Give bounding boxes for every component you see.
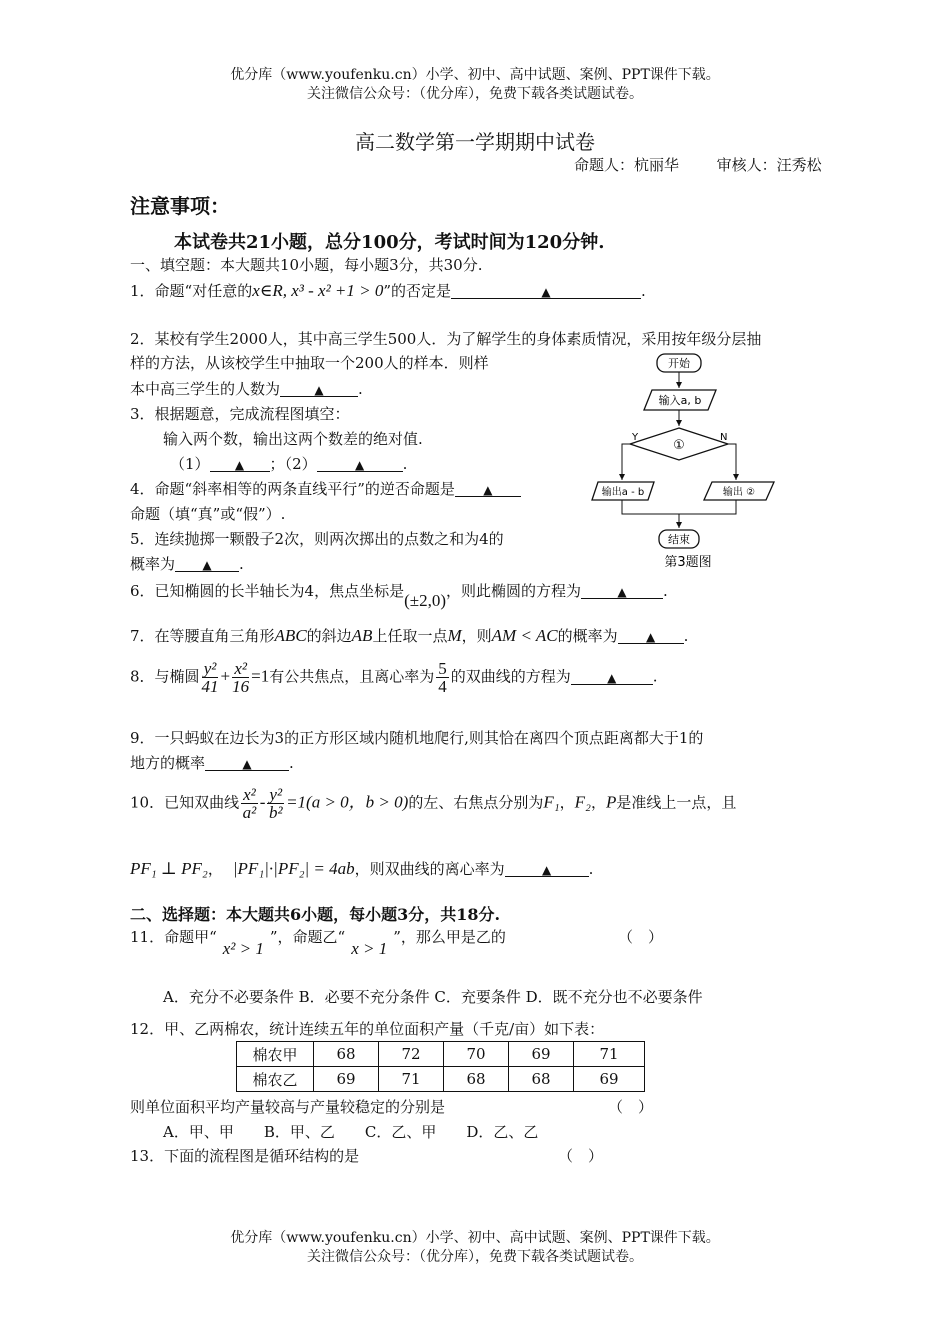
table-cell: 69 (574, 1067, 645, 1092)
table-cell: 棉农甲 (237, 1042, 314, 1067)
authors (574, 154, 822, 175)
flowchart-yes-label: Y (632, 432, 639, 443)
q8-answer-blank[interactable]: ▲ (571, 668, 653, 685)
q6-focus-coordinates: (±2,0) (404, 591, 446, 610)
q13-answer-paren[interactable]: （ ） (558, 1147, 604, 1165)
question-8: 8．与椭圆 $\frac{\text{y²}}{41}$ + $\frac{\text{x²}}{16}$ =1有公共焦点，且离心率为 $\frac{5}{4}$ 的双曲线的方程为 ▲ . (130, 659, 658, 696)
question-7: 7．在等腰直角三角形ABC的斜边AB上任取一点M，则AM < AC的概率为 ▲ . (130, 626, 689, 645)
question-6: 6．已知椭圆的长半轴长为4，焦点坐标是(±2,0)，则此椭圆的方程为 ▲ . (130, 582, 668, 610)
header-line-1: 优分库（www.youfenku.cn）小学、初中、高中试题、案例、PPT课件下载。 (230, 67, 720, 83)
question-10-line-1: 10．已知双曲线 $\frac{\text{x²}}{\text{a²}}$ - $\frac{\text{y²}}{\text{b²}}$ =1(a > 0，b > 0)的左、右焦点分别为F₁，F₂，P是准线上一点，且 (130, 785, 737, 822)
table-cell: 棉农乙 (237, 1067, 314, 1092)
page-title: 高二数学第一学期期中试卷 (355, 130, 595, 154)
question-5-line-1: 5．连续抛掷一颗骰子2次，则两次掷出的点数之和为4的 (130, 530, 504, 548)
table-cell: 69 (314, 1067, 379, 1092)
table-cell: 71 (379, 1067, 444, 1092)
header-line-2: 关注微信公众号：（优分库），免费下载各类试题试卷。 (307, 86, 643, 102)
table-row (237, 1042, 645, 1067)
table-cell: 71 (574, 1042, 645, 1067)
flowchart-input-label: 输入a, b (658, 394, 702, 407)
table-cell: 68 (444, 1067, 509, 1092)
section2-heading: 二、选择题：本大题共6小题，每小题3分，共18分. (130, 905, 501, 924)
question-12-question: 则单位面积平均产量较高与产量较稳定的分别是 (130, 1098, 446, 1116)
question-10-line-2: PF₁ ⊥ PF₂， |PF₁|·|PF₂| = 4ab，则双曲线的离心率为 ▲ . (130, 859, 594, 878)
q11-options: A．充分不必要条件 B．必要不充分条件 C．充要条件 D．既不充分也不必要条件 (163, 988, 703, 1006)
question-9-line-2: 地方的概率 ▲ . (130, 754, 294, 772)
q4-answer-blank[interactable]: ▲ (455, 480, 521, 497)
notice-body: 本试卷共21小题，总分100分，考试时间为120分钟. (174, 232, 605, 253)
footer-line-2: 关注微信公众号：（优分库），免费下载各类试题试卷。 (307, 1249, 643, 1265)
question-4-line-2: 命题（填“真”或“假”）. (130, 505, 286, 523)
q3-answer-blank-1[interactable]: ▲ (210, 455, 270, 472)
flowchart-decision-label: ① (673, 438, 685, 453)
table-cell: 70 (444, 1042, 509, 1067)
flowchart-output-left-label: 输出a - b (601, 487, 645, 498)
footer-line-1: 优分库（www.youfenku.cn）小学、初中、高中试题、案例、PPT课件下载。 (230, 1230, 720, 1246)
q1-answer-blank[interactable]: ▲ (451, 282, 641, 299)
question-1: 1．命题“对任意的x∈R, x³ - x² +1 > 0”的否定是 ▲ . (130, 281, 646, 300)
table-cell: 68 (314, 1042, 379, 1067)
q3-answer-blank-2[interactable]: ▲ (317, 455, 403, 472)
question-3-blanks: （1） ▲ ；（2） ▲ . (170, 455, 408, 473)
yield-table (236, 1041, 645, 1092)
table-cell: 69 (509, 1042, 574, 1067)
q10-answer-blank[interactable]: ▲ (505, 860, 589, 877)
flowchart-output-right-label: 输出 ② (722, 487, 756, 498)
q6-answer-blank[interactable]: ▲ (581, 582, 663, 599)
question-4-line-1: 4．命题“斜率相等的两条直线平行”的逆否命题是 ▲ (130, 478, 521, 499)
notice-heading: 注意事项： (130, 194, 230, 218)
flowchart-caption: 第3题图 (664, 555, 712, 570)
question-11: 11．命题甲“x² > 1”，命题乙“x > 1”，那么甲是乙的 (130, 928, 506, 958)
q7-answer-blank[interactable]: ▲ (618, 627, 684, 644)
table-row (237, 1067, 645, 1092)
question-2-line-1: 2．某校有学生2000人，其中高三学生500人．为了解学生的身体素质情况，采用按年级分层抽 (130, 330, 762, 348)
question-3-line-2: 输入两个数，输出这两个数差的绝对值. (163, 430, 423, 448)
question-13: 13．下面的流程图是循环结构的是 (130, 1147, 360, 1165)
question-2-line-2: 样的方法，从该校学生中抽取一个200人的样本．则样 (130, 354, 489, 372)
q1-formula: x∈R, x³ - x² +1 > 0 (252, 281, 384, 300)
q9-answer-blank[interactable]: ▲ (205, 754, 289, 771)
flowchart-end-label: 结束 (668, 533, 690, 546)
q12-answer-paren[interactable]: （ ） (608, 1098, 654, 1116)
q5-answer-blank[interactable]: ▲ (175, 555, 239, 572)
q12-options: A．甲、甲 B．甲、乙 C．乙、甲 D．乙、乙 (163, 1123, 539, 1141)
table-cell: 72 (379, 1042, 444, 1067)
question-12-intro: 12．甲、乙两棉农，统计连续五年的单位面积产量（千克/亩）如下表： (130, 1020, 605, 1038)
table-cell: 68 (509, 1067, 574, 1092)
question-5-line-2: 概率为 ▲ . (130, 555, 244, 573)
question-3-line-1: 3．根据题意，完成流程图填空： (130, 405, 350, 423)
flowchart-figure (588, 348, 788, 573)
question-2-line-3: 本中高三学生的人数为 ▲ . (130, 380, 363, 398)
q2-answer-blank[interactable]: ▲ (280, 380, 358, 397)
question-9-line-1: 9．一只蚂蚁在边长为3的正方形区域内随机地爬行,则其恰在离四个顶点距离都大于1的 (130, 729, 704, 747)
flowchart-no-label: N (720, 432, 728, 443)
section1-heading: 一、填空题：本大题共10小题，每小题3分，共30分. (130, 256, 483, 274)
setter: 命题人：杭丽华 (574, 156, 680, 174)
q11-answer-paren[interactable]: （ ） (618, 928, 664, 946)
flowchart-start-label: 开始 (668, 357, 690, 370)
reviewer: 审核人：汪秀松 (716, 156, 822, 174)
